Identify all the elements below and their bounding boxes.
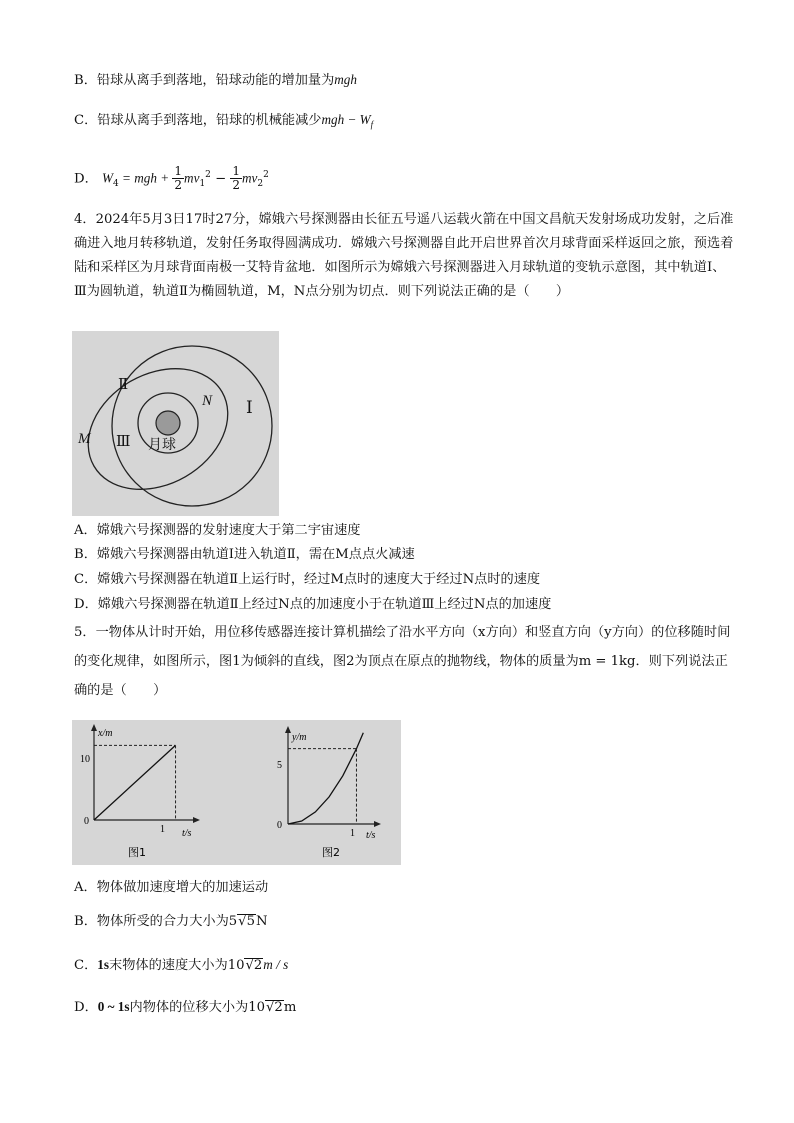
q3-option-d: D． $W_4$ = mgh + $\frac{1}{2}$ $mv_1^2$ − $\frac{1}{2}$ $mv_2^2$ <box>74 164 269 193</box>
graph1-curve <box>94 745 176 820</box>
q5-stem: 5．一物体从计时开始，用位移传感器连接计算机描绘了沿水平方向（x方向）和竖直方向（y方向）的位移随时间的变化规律，如图所示，图1为倾斜的直线，图2为顶点在原点的抛物线，物体的质量为m = 1kg．则下列说法正确的是（ ） <box>74 625 731 698</box>
graph1-title: 图1 <box>128 846 146 859</box>
q4-option-c: C．嫦娥六号探测器在轨道Ⅱ上运行时，经过M点时的速度大于经过N点时的速度 <box>74 572 541 587</box>
label-I: Ⅰ <box>246 398 253 418</box>
q4-orbit-figure <box>72 331 279 516</box>
moon-disk <box>156 411 180 435</box>
graph1-plot <box>94 745 176 820</box>
q4-option-a: A．嫦娥六号探测器的发射速度大于第二宇宙速度 <box>74 523 361 538</box>
label-moon: 月球 <box>148 437 176 453</box>
graph1-xlabel: t/s <box>182 828 192 839</box>
graph1-ytick-origin: 0 <box>84 816 89 827</box>
graph1-ytick-top: 10 <box>80 754 90 765</box>
sqrt-5: √5 <box>238 914 255 929</box>
graph2-ytick-origin: 0 <box>277 820 282 831</box>
graph2-xlabel: t/s <box>366 830 376 841</box>
graph2-plot <box>288 733 363 824</box>
q3-option-c: C．铅球从离手到落地，铅球的机械能减少mgh − $W_f$ <box>74 112 374 130</box>
graph2-title: 图2 <box>322 846 340 859</box>
sqrt-2-displacement: √2 <box>266 1000 283 1015</box>
label-II: Ⅱ <box>118 375 129 393</box>
q4-option-d: D．嫦娥六号探测器在轨道Ⅱ上经过N点的加速度小于在轨道Ⅲ上经过N点的加速度 <box>74 597 552 612</box>
q5-option-d: D．0 ~ 1s内物体的位移大小为10√2m <box>74 999 297 1015</box>
graph2-curve <box>288 733 363 824</box>
q5-graphs-figure <box>72 720 401 865</box>
q4-stem: 4．2024年5月3日17时27分，嫦娥六号探测器由长征五号遥八运载火箭在中国文昌航天发射场成功发射，之后准确进入地月转移轨道，发射任务取得圆满成功．嫦娥六号探测器自此开启世界首次月球背面采样返回之旅，预选着陆和采样区为月球背面南极一艾特肯盆地．如图所示为嫦娥六号探测器进入月球轨道的变轨示意图，其中轨道Ⅰ、Ⅲ为圆轨道，轨道Ⅱ为椭圆轨道，M，N点分别为切点．则下列说法正确的是（ ） <box>74 212 734 299</box>
q5-option-a: A．物体做加速度增大的加速运动 <box>74 880 269 895</box>
label-M: M <box>78 431 91 447</box>
sqrt-2-velocity: √2 <box>245 958 263 973</box>
label-N: N <box>202 393 213 409</box>
q4-option-b: B．嫦娥六号探测器由轨道Ⅰ进入轨道Ⅱ，需在M点点火减速 <box>74 547 415 562</box>
graph2-ylabel: y/m <box>292 732 307 743</box>
graph1-ylabel: x/m <box>98 728 113 739</box>
fraction-half-2: $\frac{1}{2}$ <box>232 164 240 193</box>
label-III: Ⅲ <box>116 432 131 450</box>
q3-option-b: B．铅球从离手到落地，铅球动能的增加量为mgh <box>74 72 357 88</box>
graph1-xtick: 1 <box>160 824 165 835</box>
graph2-xtick: 1 <box>350 828 355 839</box>
q5-option-c: C．1s末物体的速度大小为10√2m / s <box>74 957 289 973</box>
fraction-half-1: $\frac{1}{2}$ <box>174 164 183 193</box>
graph2-ytick-top: 5 <box>277 760 282 771</box>
q5-option-b: B．物体所受的合力大小为5√5N <box>74 914 268 929</box>
